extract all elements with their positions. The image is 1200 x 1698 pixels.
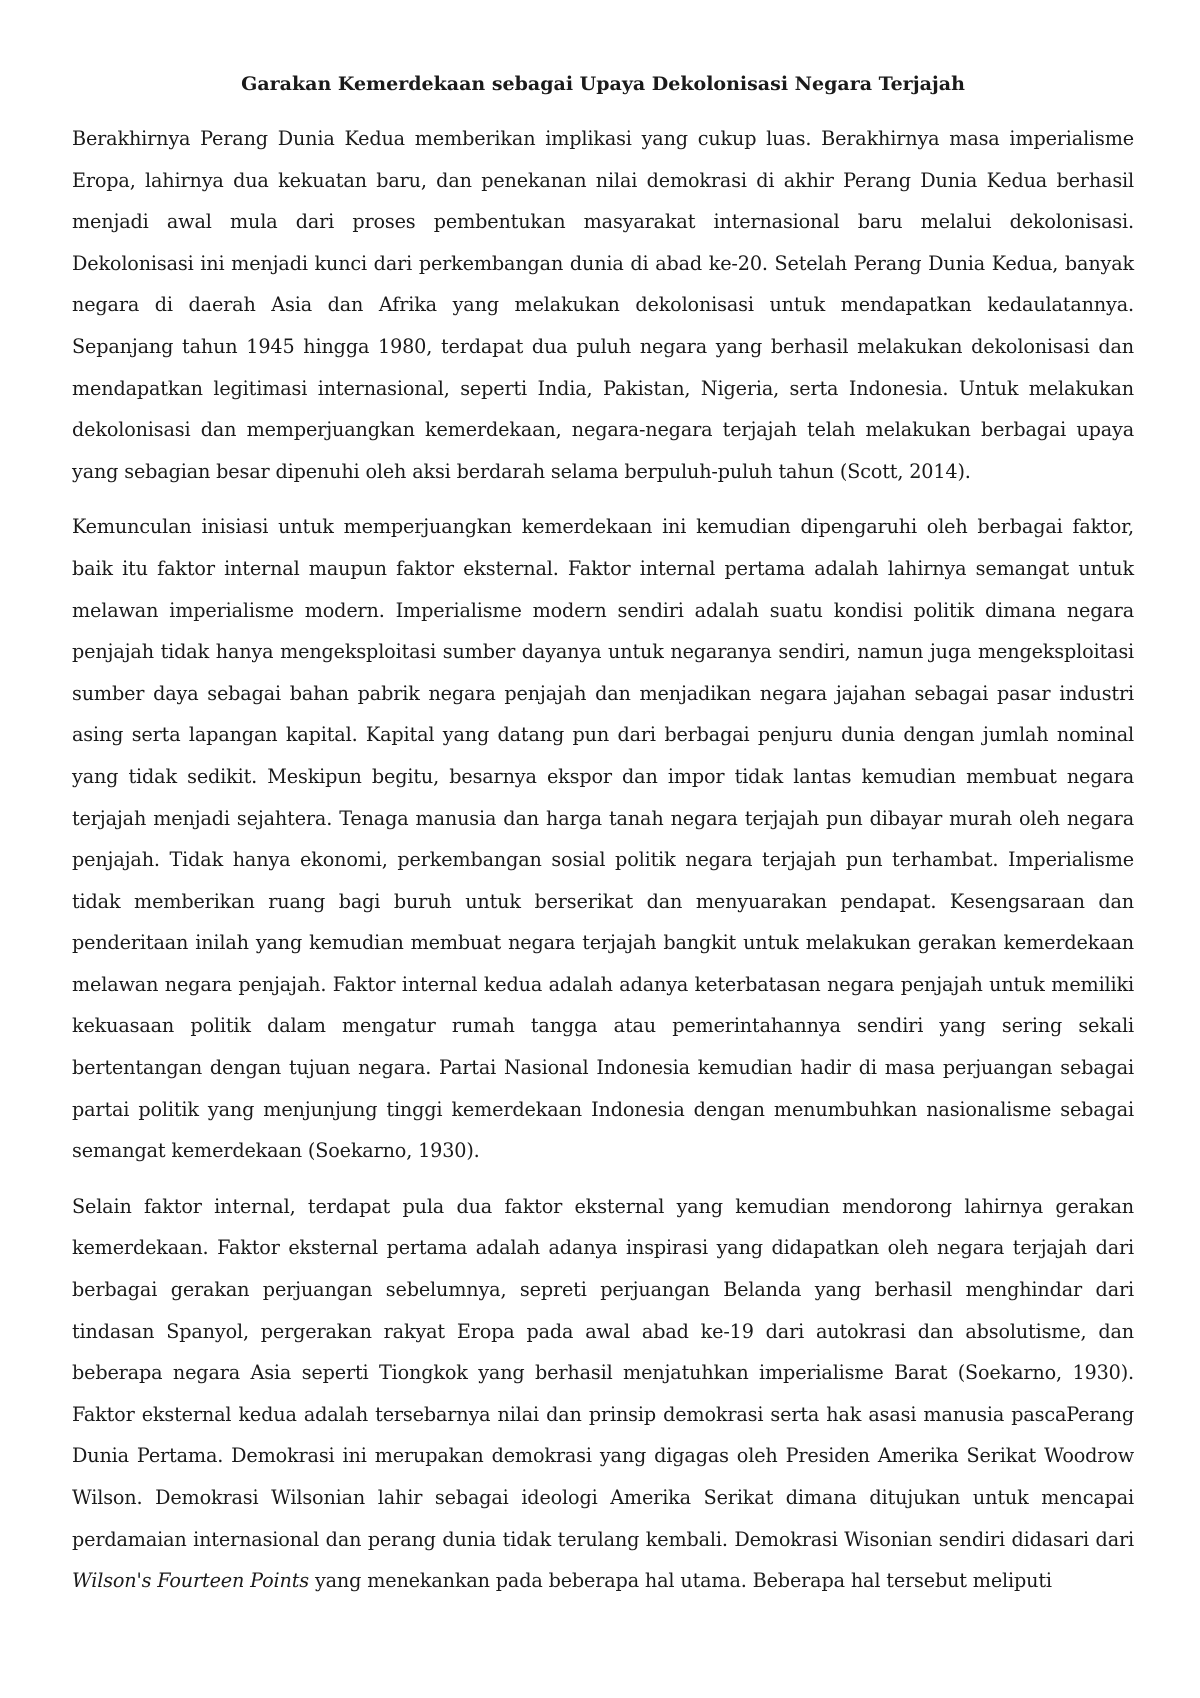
paragraph-3-text-a: Selain faktor internal, terdapat pula dua faktor eksternal yang kemudian mendorong lahirnya gerakan kemerdekaan. Faktor eksternal pertama adalah adanya inspirasi yang didapatkan oleh negara terjajah dari berbagai gerakan perjuangan sebelumnya, sepreti perjuangan Belanda yang berhasil menghindar dari tindasan Spanyol, pergerakan rakyat Eropa pada awal abad ke-19 dari autokrasi dan absolutisme, dan beberapa negara Asia seperti Tiongkok yang berhasil menjatuhkan imperialisme Barat (Soekarno, 1930). Faktor eksternal kedua adalah tersebarnya nilai dan prinsip demokrasi serta hak asasi manusia pascaPerang Dunia Pertama. Demokrasi ini merupakan demokrasi yang digagas oleh Presiden Amerika Serikat Woodrow Wilson. Demokrasi Wilsonian lahir sebagai ideologi Amerika Serikat dimana ditujukan untuk mencapai perdamaian internasional dan perang dunia tidak terulang kembali. Demokrasi Wisonian sendiri didasari dari: [72, 1194, 1134, 1551]
paragraph-3-text-b: yang menekankan pada beberapa hal utama. Beberapa hal tersebut meliputi: [309, 1569, 1052, 1593]
document-page: [72, 70, 1134, 1602]
paragraph-1: Berakhirnya Perang Dunia Kedua memberikan implikasi yang cukup luas. Berakhirnya masa imperialisme Eropa, lahirnya dua kekuatan baru, dan penekanan nilai demokrasi di akhir Perang Dunia Kedua berhasil menjadi awal mula dari proses pembentukan masyarakat internasional baru melalui dekolonisasi. Dekolonisasi ini menjadi kunci dari perkembangan dunia di abad ke-20. Setelah Perang Dunia Kedua, banyak negara di daerah Asia dan Afrika yang melakukan dekolonisasi untuk mendapatkan kedaulatannya. Sepanjang tahun 1945 hingga 1980, terdapat dua puluh negara yang berhasil melakukan dekolonisasi dan mendapatkan legitimasi internasional, seperti India, Pakistan, Nigeria, serta Indonesia. Untuk melakukan dekolonisasi dan memperjuangkan kemerdekaan, negara-negara terjajah telah melakukan berbagai upaya yang sebagian besar dipenuhi oleh aksi berdarah selama berpuluh-puluh tahun (Scott, 2014).: [72, 127, 1134, 483]
document-title: Garakan Kemerdekaan sebagai Upaya Dekolonisasi Negara Terjajah: [241, 73, 965, 95]
paragraph-2: Kemunculan inisiasi untuk memperjuangkan kemerdekaan ini kemudian dipengaruhi oleh berbagai faktor, baik itu faktor internal maupun faktor eksternal. Faktor internal pertama adalah lahirnya semangat untuk melawan imperialisme modern. Imperialisme modern sendiri adalah suatu kondisi politik dimana negara penjajah tidak hanya mengeksploitasi sumber dayanya untuk negaranya sendiri, namun juga mengeksploitasi sumber daya sebagai bahan pabrik negara penjajah dan menjadikan negara jajahan sebagai pasar industri asing serta lapangan kapital. Kapital yang datang pun dari berbagai penjuru dunia dengan jumlah nominal yang tidak sedikit. Meskipun begitu, besarnya ekspor dan impor tidak lantas kemudian membuat negara terjajah menjadi sejahtera. Tenaga manusia dan harga tanah negara terjajah pun dibayar murah oleh negara penjajah. Tidak hanya ekonomi, perkembangan sosial politik negara terjajah pun terhambat. Imperialisme tidak memberikan ruang bagi buruh untuk berserikat dan menyuarakan pendapat. Kesengsaraan dan penderitaan inilah yang kemudian membuat negara terjajah bangkit untuk melakukan gerakan kemerdekaan melawan negara penjajah. Faktor internal kedua adalah adanya keterbatasan negara penjajah untuk memiliki kekuasaan politik dalam mengatur rumah tangga atau pemerintahannya sendiri yang sering sekali bertentangan dengan tujuan negara. Partai Nasional Indonesia kemudian hadir di masa perjuangan sebagai partai politik yang menjunjung tinggi kemerdekaan Indonesia dengan menumbuhkan nasionalisme sebagai semangat kemerdekaan (Soekarno, 1930).: [72, 515, 1134, 1163]
paragraph-3-italic-term: Wilson's Fourteen Points: [72, 1569, 309, 1593]
paragraph-3: [72, 1186, 1134, 1602]
